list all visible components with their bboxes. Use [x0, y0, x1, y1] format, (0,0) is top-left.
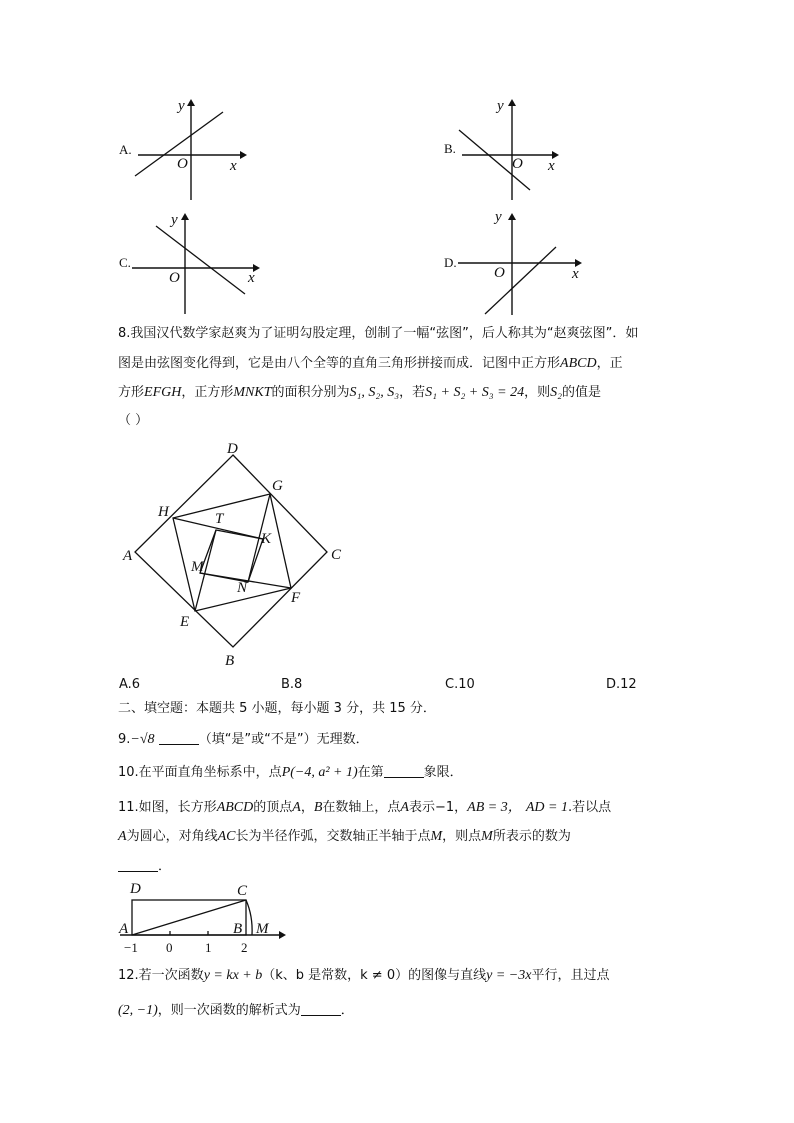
q8-text: 图是由弦图变化得到，它是由八个全等的直角三角形拼接而成．记图中正方形	[118, 356, 561, 371]
q9-expression: −√8	[130, 732, 155, 747]
q10	[118, 764, 463, 781]
q8-text: 的值是	[561, 385, 601, 400]
label-e: E	[180, 614, 190, 630]
q8-text: ，正	[596, 356, 623, 371]
tick-label-1: 1	[205, 940, 212, 955]
q12-text: 12.若一次函数	[118, 968, 204, 983]
given-line: y = −3x	[486, 968, 532, 983]
label-a: A	[123, 548, 133, 564]
q12-text: （k、b 是常数，k ≠ 0）的图像与直线	[262, 968, 487, 983]
section-2-heading: 二、填空题：本题共 5 小题，每小题 3 分，共 15 分．	[118, 701, 436, 716]
label-b: B	[233, 921, 243, 937]
q11-answer-blank[interactable]	[118, 858, 158, 872]
option-a-graph	[115, 98, 250, 203]
point-b: B	[313, 800, 323, 815]
q8-text: ，若	[399, 385, 426, 400]
diagonal-ac: AC	[217, 829, 236, 844]
origin-label: O	[494, 265, 505, 281]
option-a-label: A.	[119, 142, 132, 157]
q12-text: ，则一次函数的解析式为	[157, 1003, 301, 1018]
q8-line-1: 8.我国汉代数学家赵爽为了证明勾股定理，创制了一幅“弦图”，后人称其为“赵爽弦图”．如	[118, 326, 639, 341]
area-sum-equation: S₁ + S₂ + S₃ = 24	[425, 385, 525, 400]
q8-text: ，则	[524, 385, 551, 400]
rect-abcd-name: ABCD	[216, 800, 254, 815]
q8-line-3	[118, 385, 601, 401]
q9-answer-blank[interactable]	[159, 731, 199, 745]
q11-text: .若以点	[567, 800, 612, 815]
q10-text: 在第	[357, 765, 384, 780]
tick-label-neg1: −1	[124, 940, 138, 955]
option-d-graph	[442, 205, 592, 320]
diagonal-ac	[132, 900, 246, 935]
q12-period: ．	[340, 1003, 354, 1018]
given-point: (2, −1)	[118, 1003, 158, 1018]
q10-answer-blank[interactable]	[384, 764, 424, 778]
label-h: H	[158, 504, 169, 520]
q11-text: 长为半径作弧，交数轴正半轴于点	[235, 829, 431, 844]
q11-text: ，	[300, 800, 314, 815]
arc-cm	[246, 900, 252, 935]
choice-b[interactable]: B.8	[281, 677, 303, 692]
square-mnkt-name: MNKT	[233, 385, 272, 400]
q12-line-1	[118, 968, 609, 984]
x-axis-arrow	[240, 151, 247, 159]
label-c: C	[237, 883, 248, 899]
q11-text: 在数轴上，点	[322, 800, 401, 815]
y-axis-arrow	[508, 213, 516, 220]
point-m: M	[430, 829, 443, 844]
y-label: y	[178, 98, 185, 114]
q11-line-2	[118, 829, 571, 845]
q11-text: 11.如图，长方形	[118, 800, 217, 815]
label-d: D	[130, 881, 141, 897]
q9-text: （填“是”或“不是”）无理数．	[198, 732, 369, 747]
point-a: A	[118, 829, 127, 844]
q8-text: ，正方形	[181, 385, 234, 400]
zhao-shuang-figure	[115, 435, 355, 670]
q10-text: 象限．	[423, 765, 463, 780]
y-axis-arrow	[181, 213, 189, 220]
s2-symbol: S₂	[550, 385, 562, 400]
label-t: T	[215, 511, 224, 527]
label-n: N	[237, 580, 248, 596]
x-label: x	[572, 266, 579, 282]
y-axis-arrow	[508, 99, 516, 106]
option-b-graph	[442, 98, 577, 203]
point-a: A	[400, 800, 409, 815]
ab-length: AB = 3，	[467, 800, 522, 815]
square-efgh-name: EFGH	[144, 385, 182, 400]
q8-answer-paren: （ ）	[118, 413, 149, 428]
q11-text: 的顶点	[253, 800, 293, 815]
q11-text: 表示−1，	[408, 800, 468, 815]
q12-line-2	[118, 1002, 354, 1019]
tick-label-0: 0	[166, 940, 173, 955]
origin-label: O	[512, 156, 523, 172]
q10-point: P(−4, a² + 1)	[281, 765, 358, 780]
number-line-arrow	[279, 931, 286, 939]
label-c: C	[331, 547, 342, 563]
point-m: M	[481, 829, 493, 844]
choice-d[interactable]: D.12	[606, 677, 637, 692]
origin-label: O	[169, 270, 180, 286]
label-m: M	[256, 921, 269, 937]
label-m: M	[191, 559, 204, 575]
q8-text: 方形	[118, 385, 145, 400]
x-label: x	[248, 270, 255, 286]
q11-text: 所表示的数为	[492, 829, 571, 844]
area-symbols: S₁, S₂, S₃	[349, 385, 400, 400]
square-efgh	[173, 494, 291, 611]
q8-line-2	[118, 356, 623, 372]
option-c-label: C.	[119, 255, 131, 270]
tick-label-2: 2	[241, 940, 248, 955]
option-b-label: B.	[444, 141, 456, 156]
label-f: F	[291, 590, 301, 606]
option-c-graph	[115, 210, 265, 320]
q11-text: ，则点	[442, 829, 482, 844]
label-g: G	[272, 478, 283, 494]
q11-text: 为圆心，对角线	[126, 829, 218, 844]
x-label: x	[548, 158, 555, 174]
linear-function: y = kx + b	[203, 968, 263, 983]
label-b: B	[225, 653, 235, 669]
ad-length: AD = 1	[525, 800, 568, 815]
choice-a[interactable]: A.6	[119, 677, 141, 692]
q11-line-1	[118, 800, 611, 816]
number-line-figure	[115, 878, 295, 956]
label-k: K	[261, 531, 272, 547]
q8-text: 的面积分别为	[271, 385, 350, 400]
choice-c[interactable]: C.10	[445, 677, 475, 692]
q12-text: 平行，且过点	[531, 968, 610, 983]
option-d-label: D.	[444, 255, 457, 270]
q9	[118, 731, 369, 748]
y-label: y	[171, 212, 178, 228]
q10-text: 10.在平面直角坐标系中，点	[118, 765, 282, 780]
square-abcd-name: ABCD	[560, 356, 597, 371]
q9-number: 9.	[118, 732, 131, 747]
q11-period: ．	[158, 859, 172, 874]
q11-line-3	[118, 858, 171, 875]
label-d: D	[227, 441, 238, 457]
q12-answer-blank[interactable]	[301, 1002, 341, 1016]
y-label: y	[497, 98, 504, 114]
label-a: A	[119, 921, 129, 937]
y-label: y	[495, 209, 502, 225]
origin-label: O	[177, 156, 188, 172]
x-label: x	[230, 158, 237, 174]
square-abcd	[135, 455, 327, 647]
y-axis-arrow	[187, 99, 195, 106]
point-a: A	[292, 800, 301, 815]
